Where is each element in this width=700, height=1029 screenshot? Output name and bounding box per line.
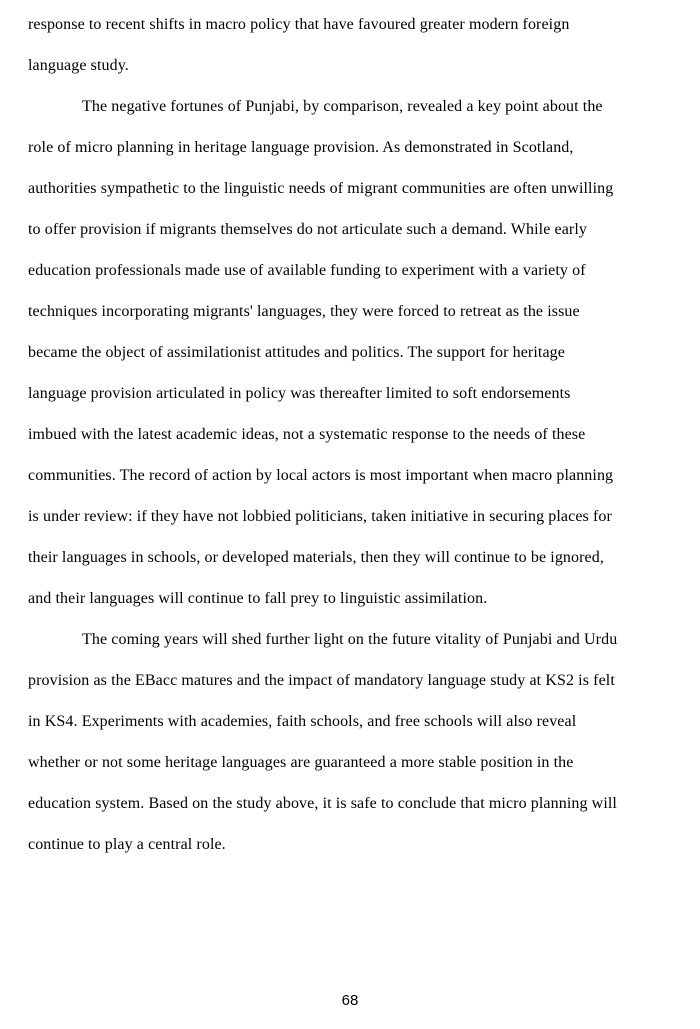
page-body bbox=[28, 4, 678, 865]
text-line: role of micro planning in heritage language provision. As demonstrated in Scotland, bbox=[28, 139, 574, 156]
paragraph bbox=[28, 86, 678, 619]
page-number: 68 bbox=[341, 992, 359, 1009]
text-line: became the object of assimilationist attitudes and politics. The support for heritage bbox=[28, 344, 565, 361]
text-line: education system. Based on the study above, it is safe to conclude that micro planning will bbox=[28, 795, 617, 812]
paragraph bbox=[28, 4, 678, 86]
text-line: is under review: if they have not lobbied politicians, taken initiative in securing places for bbox=[28, 508, 612, 525]
text-line: authorities sympathetic to the linguistic needs of migrant communities are often unwilling bbox=[28, 180, 614, 197]
paragraph bbox=[28, 619, 678, 865]
text-line: whether or not some heritage languages are guaranteed a more stable position in the bbox=[28, 754, 574, 771]
text-line: response to recent shifts in macro policy that have favoured greater modern foreign bbox=[28, 16, 570, 33]
text-line: and their languages will continue to fall prey to linguistic assimilation. bbox=[28, 590, 488, 607]
text-line: their languages in schools, or developed materials, then they will continue to be ignored, bbox=[28, 549, 604, 566]
text-line: language study. bbox=[28, 57, 129, 74]
text-line: The coming years will shed further light on the future vitality of Punjabi and Urdu bbox=[82, 631, 618, 648]
text-line: in KS4. Experiments with academies, faith schools, and free schools will also reveal bbox=[28, 713, 577, 730]
text-line: provision as the EBacc matures and the impact of mandatory language study at KS2 is felt bbox=[28, 672, 615, 689]
text-line: imbued with the latest academic ideas, not a systematic response to the needs of these bbox=[28, 426, 586, 443]
text-line: education professionals made use of available funding to experiment with a variety of bbox=[28, 262, 586, 279]
page-footer bbox=[0, 992, 700, 1010]
text-line: communities. The record of action by local actors is most important when macro planning bbox=[28, 467, 614, 484]
text-line: techniques incorporating migrants' languages, they were forced to retreat as the issue bbox=[28, 303, 580, 320]
text-line: continue to play a central role. bbox=[28, 836, 226, 853]
text-line: language provision articulated in policy was thereafter limited to soft endorsements bbox=[28, 385, 571, 402]
text-line: The negative fortunes of Punjabi, by comparison, revealed a key point about the bbox=[82, 98, 603, 115]
text-line: to offer provision if migrants themselves do not articulate such a demand. While early bbox=[28, 221, 587, 238]
